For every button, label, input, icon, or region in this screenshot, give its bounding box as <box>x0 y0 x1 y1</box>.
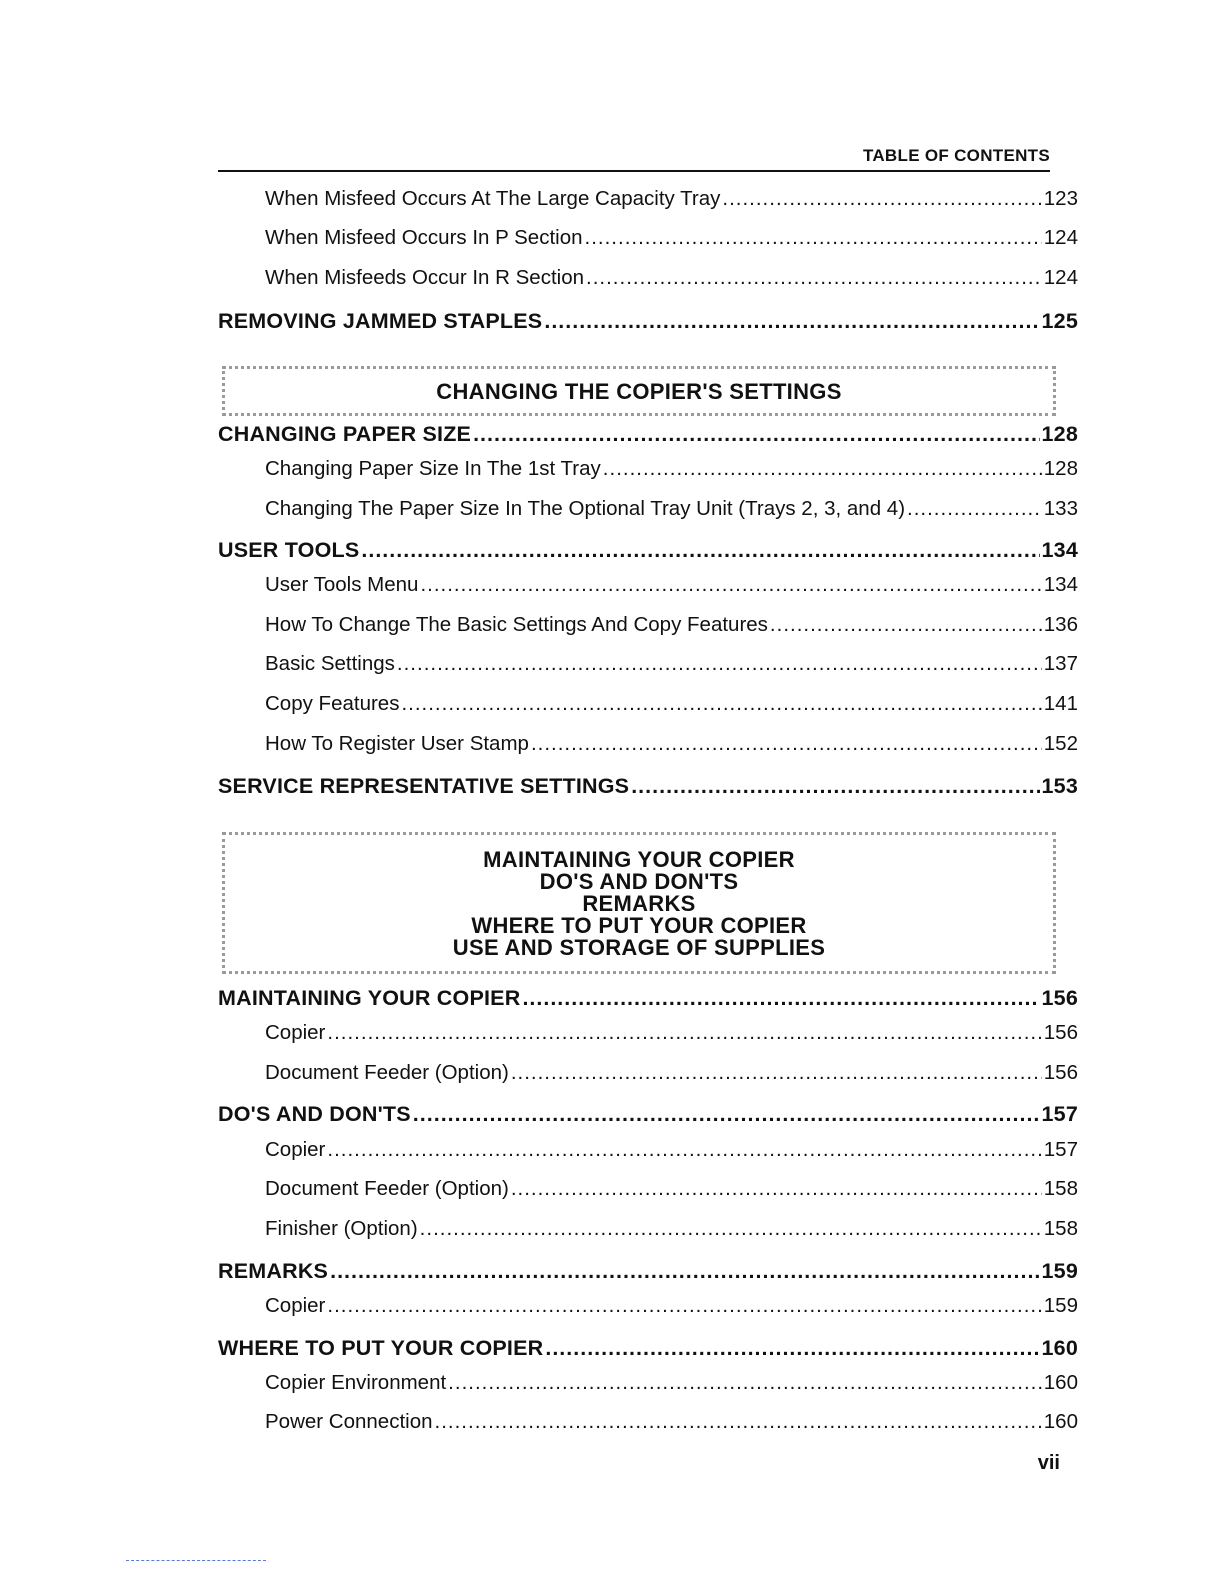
toc-entry <box>265 497 1078 527</box>
toc-section <box>218 1336 1078 1366</box>
dot-leader <box>511 1177 1042 1201</box>
dot-leader <box>327 1294 1041 1318</box>
dot-leader <box>545 1336 1039 1361</box>
toc-section <box>218 986 1078 1016</box>
section-title: REMOVING JAMMED STAPLES <box>218 309 543 333</box>
entry-page: 158 <box>1043 1217 1078 1240</box>
entry-title: Copier <box>265 1021 326 1044</box>
entry-page: 158 <box>1043 1177 1078 1200</box>
footer-rule <box>126 1560 266 1562</box>
dot-leader <box>361 538 1039 563</box>
toc-section <box>218 1259 1078 1289</box>
section-page: 159 <box>1041 1259 1078 1283</box>
dot-leader <box>401 692 1041 716</box>
dot-leader <box>435 1410 1042 1434</box>
dot-leader <box>511 1061 1042 1085</box>
entry-title: Copier <box>265 1294 326 1317</box>
entry-page: 133 <box>1043 497 1078 520</box>
entry-page: 134 <box>1043 573 1078 596</box>
section-title: WHERE TO PUT YOUR COPIER <box>218 1336 544 1360</box>
banner-line: REMARKS <box>582 891 696 916</box>
section-title: SERVICE REPRESENTATIVE SETTINGS <box>218 774 630 798</box>
toc-entry <box>265 226 1078 256</box>
running-head: TABLE OF CONTENTS <box>862 146 1050 165</box>
dot-leader <box>722 187 1041 211</box>
toc-section <box>218 309 1078 339</box>
toc-entry <box>265 1294 1078 1324</box>
section-page: 128 <box>1041 422 1078 446</box>
header-rule <box>218 170 1050 172</box>
banner-line: USE AND STORAGE OF SUPPLIES <box>452 935 826 960</box>
section-title: DO'S AND DON'TS <box>218 1102 411 1126</box>
toc-entry <box>265 1371 1078 1401</box>
toc-entry <box>265 1410 1078 1440</box>
toc-section <box>218 1102 1078 1132</box>
toc-entry <box>265 613 1078 643</box>
entry-page: 141 <box>1043 692 1078 715</box>
dot-leader <box>420 573 1041 597</box>
toc-entry <box>265 1021 1078 1051</box>
dot-leader <box>327 1021 1041 1045</box>
entry-page: 159 <box>1043 1294 1078 1317</box>
entry-page: 156 <box>1043 1061 1078 1084</box>
entry-title: How To Register User Stamp <box>265 732 529 755</box>
entry-title: Copy Features <box>265 692 400 715</box>
entry-title: How To Change The Basic Settings And Copy Features <box>265 613 768 636</box>
dot-leader <box>585 226 1042 250</box>
toc-section <box>218 774 1078 804</box>
dot-leader <box>330 1259 1039 1284</box>
chapter-banner <box>222 366 1056 416</box>
toc-section <box>218 422 1078 452</box>
entry-page: 160 <box>1043 1371 1078 1394</box>
section-page: 156 <box>1041 986 1078 1010</box>
section-page: 125 <box>1041 309 1078 333</box>
section-title: MAINTAINING YOUR COPIER <box>218 986 521 1010</box>
dot-leader <box>473 422 1039 447</box>
entry-title: When Misfeed Occurs In P Section <box>265 226 583 249</box>
entry-page: 137 <box>1043 652 1078 675</box>
entry-page: 136 <box>1043 613 1078 636</box>
entry-title: When Misfeed Occurs At The Large Capacity Tray <box>265 187 721 210</box>
banner-line: DO'S AND DON'TS <box>539 869 739 894</box>
dot-leader <box>522 986 1039 1011</box>
dot-leader <box>531 732 1042 756</box>
toc-entry <box>265 187 1078 217</box>
dot-leader <box>448 1371 1042 1395</box>
banner-line: WHERE TO PUT YOUR COPIER <box>471 913 807 938</box>
entry-title: Document Feeder (Option) <box>265 1177 509 1200</box>
section-title: CHANGING PAPER SIZE <box>218 422 472 446</box>
toc-entry <box>265 1177 1078 1207</box>
section-title: USER TOOLS <box>218 538 360 562</box>
entry-title: Finisher (Option) <box>265 1217 418 1240</box>
entry-page: 128 <box>1043 457 1078 480</box>
entry-page: 157 <box>1043 1138 1078 1161</box>
entry-page: 124 <box>1043 226 1078 249</box>
dot-leader <box>907 497 1042 521</box>
toc-entry <box>265 1138 1078 1168</box>
toc-entry <box>265 692 1078 722</box>
entry-title: Power Connection <box>265 1410 433 1433</box>
dot-leader <box>770 613 1042 637</box>
toc-section <box>218 538 1078 568</box>
section-title: REMARKS <box>218 1259 329 1283</box>
entry-page: 156 <box>1043 1021 1078 1044</box>
entry-page: 160 <box>1043 1410 1078 1433</box>
section-page: 134 <box>1041 538 1078 562</box>
entry-title: Changing The Paper Size In The Optional Tray Unit (Trays 2, 3, and 4) <box>265 497 906 520</box>
dot-leader <box>544 309 1039 334</box>
banner-line: CHANGING THE COPIER'S SETTINGS <box>436 379 842 404</box>
entry-title: Document Feeder (Option) <box>265 1061 509 1084</box>
entry-title: Changing Paper Size In The 1st Tray <box>265 457 601 480</box>
section-page: 157 <box>1041 1102 1078 1126</box>
entry-title: User Tools Menu <box>265 573 419 596</box>
section-page: 153 <box>1041 774 1078 798</box>
toc-entry <box>265 652 1078 682</box>
dot-leader <box>413 1102 1040 1127</box>
toc-entry <box>265 1217 1078 1247</box>
toc-entry <box>265 1061 1078 1091</box>
dot-leader <box>397 652 1042 676</box>
dot-leader <box>586 266 1042 290</box>
entry-page: 152 <box>1043 732 1078 755</box>
entry-title: When Misfeeds Occur In R Section <box>265 266 585 289</box>
entry-page: 124 <box>1043 266 1078 289</box>
toc-entry <box>265 573 1078 603</box>
entry-page: 123 <box>1043 187 1078 210</box>
chapter-banner <box>222 832 1056 974</box>
toc-entry <box>265 266 1078 296</box>
toc-entry <box>265 732 1078 762</box>
dot-leader <box>327 1138 1041 1162</box>
banner-line: MAINTAINING YOUR COPIER <box>483 847 795 872</box>
dot-leader <box>603 457 1042 481</box>
page-folio: vii <box>1037 1452 1060 1474</box>
dot-leader <box>420 1217 1042 1241</box>
dot-leader <box>631 774 1039 799</box>
entry-title: Copier <box>265 1138 326 1161</box>
toc-entry <box>265 457 1078 487</box>
section-page: 160 <box>1041 1336 1078 1360</box>
entry-title: Copier Environment <box>265 1371 447 1394</box>
entry-title: Basic Settings <box>265 652 395 675</box>
